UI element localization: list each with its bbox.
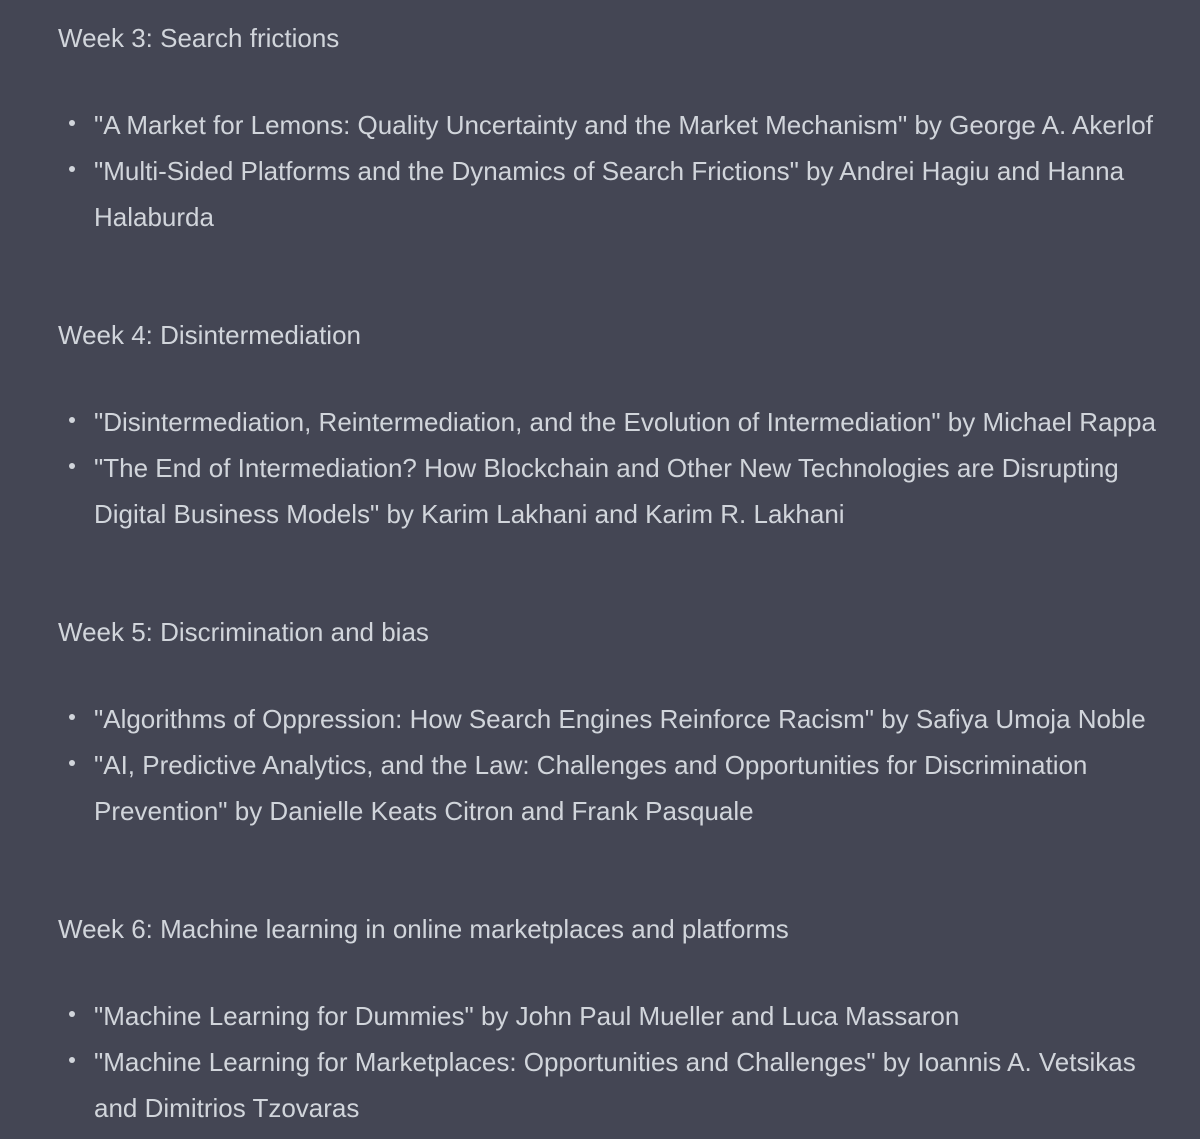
reading-text: "Machine Learning for Dummies" by John Paul Mueller and Luca Massaron xyxy=(94,1001,960,1031)
reading-text: "A Market for Lemons: Quality Uncertainty and the Market Mechanism" by George A. Akerlof xyxy=(94,110,1153,140)
reading-text: "Machine Learning for Marketplaces: Opportunities and Challenges" by Ioannis A. Vetsikas and Dimitrios Tzovaras xyxy=(94,1047,1136,1123)
bullet-icon xyxy=(69,463,75,469)
bullet-icon xyxy=(69,120,75,126)
reading-list xyxy=(58,696,1168,834)
week-heading: Week 6: Machine learning in online marketplaces and platforms xyxy=(58,914,789,944)
bullet-icon xyxy=(69,1011,75,1017)
week-heading: Week 4: Disintermediation xyxy=(58,320,361,350)
reading-list-item xyxy=(58,742,1168,834)
reading-list xyxy=(58,993,1168,1131)
reading-text: "Multi-Sided Platforms and the Dynamics of Search Frictions" by Andrei Hagiu and Hanna Halaburda xyxy=(94,156,1125,232)
reading-list-item xyxy=(58,696,1168,742)
week-heading: Week 5: Discrimination and bias xyxy=(58,617,429,647)
bullet-icon xyxy=(69,417,75,423)
week-4-section xyxy=(58,320,1168,537)
bullet-icon xyxy=(69,166,75,172)
reading-list-item xyxy=(58,445,1168,537)
reading-list xyxy=(58,399,1168,537)
reading-list xyxy=(58,102,1168,240)
week-3-section xyxy=(58,23,1168,240)
reading-text: "Disintermediation, Reintermediation, and the Evolution of Intermediation" by Michael Rappa xyxy=(94,407,1156,437)
reading-list-item xyxy=(58,993,1168,1039)
week-5-section xyxy=(58,617,1168,834)
reading-list-item xyxy=(58,102,1168,148)
bullet-icon xyxy=(69,1057,75,1063)
week-heading: Week 3: Search frictions xyxy=(58,23,340,53)
reading-text: "The End of Intermediation? How Blockchain and Other New Technologies are Disrupting Digital Business Models" by Karim Lakhani and Karim R. Lakhani xyxy=(94,453,1119,529)
bullet-icon xyxy=(69,760,75,766)
reading-text: "Algorithms of Oppression: How Search Engines Reinforce Racism" by Safiya Umoja Noble xyxy=(94,704,1146,734)
reading-list-item xyxy=(58,1039,1168,1131)
reading-text: "AI, Predictive Analytics, and the Law: Challenges and Opportunities for Discrimination Prevention" by Danielle Keats Citron and Frank Pasquale xyxy=(94,750,1088,826)
week-6-section xyxy=(58,914,1168,1131)
reading-list-item xyxy=(58,399,1168,445)
reading-list-item xyxy=(58,148,1168,240)
bullet-icon xyxy=(69,714,75,720)
